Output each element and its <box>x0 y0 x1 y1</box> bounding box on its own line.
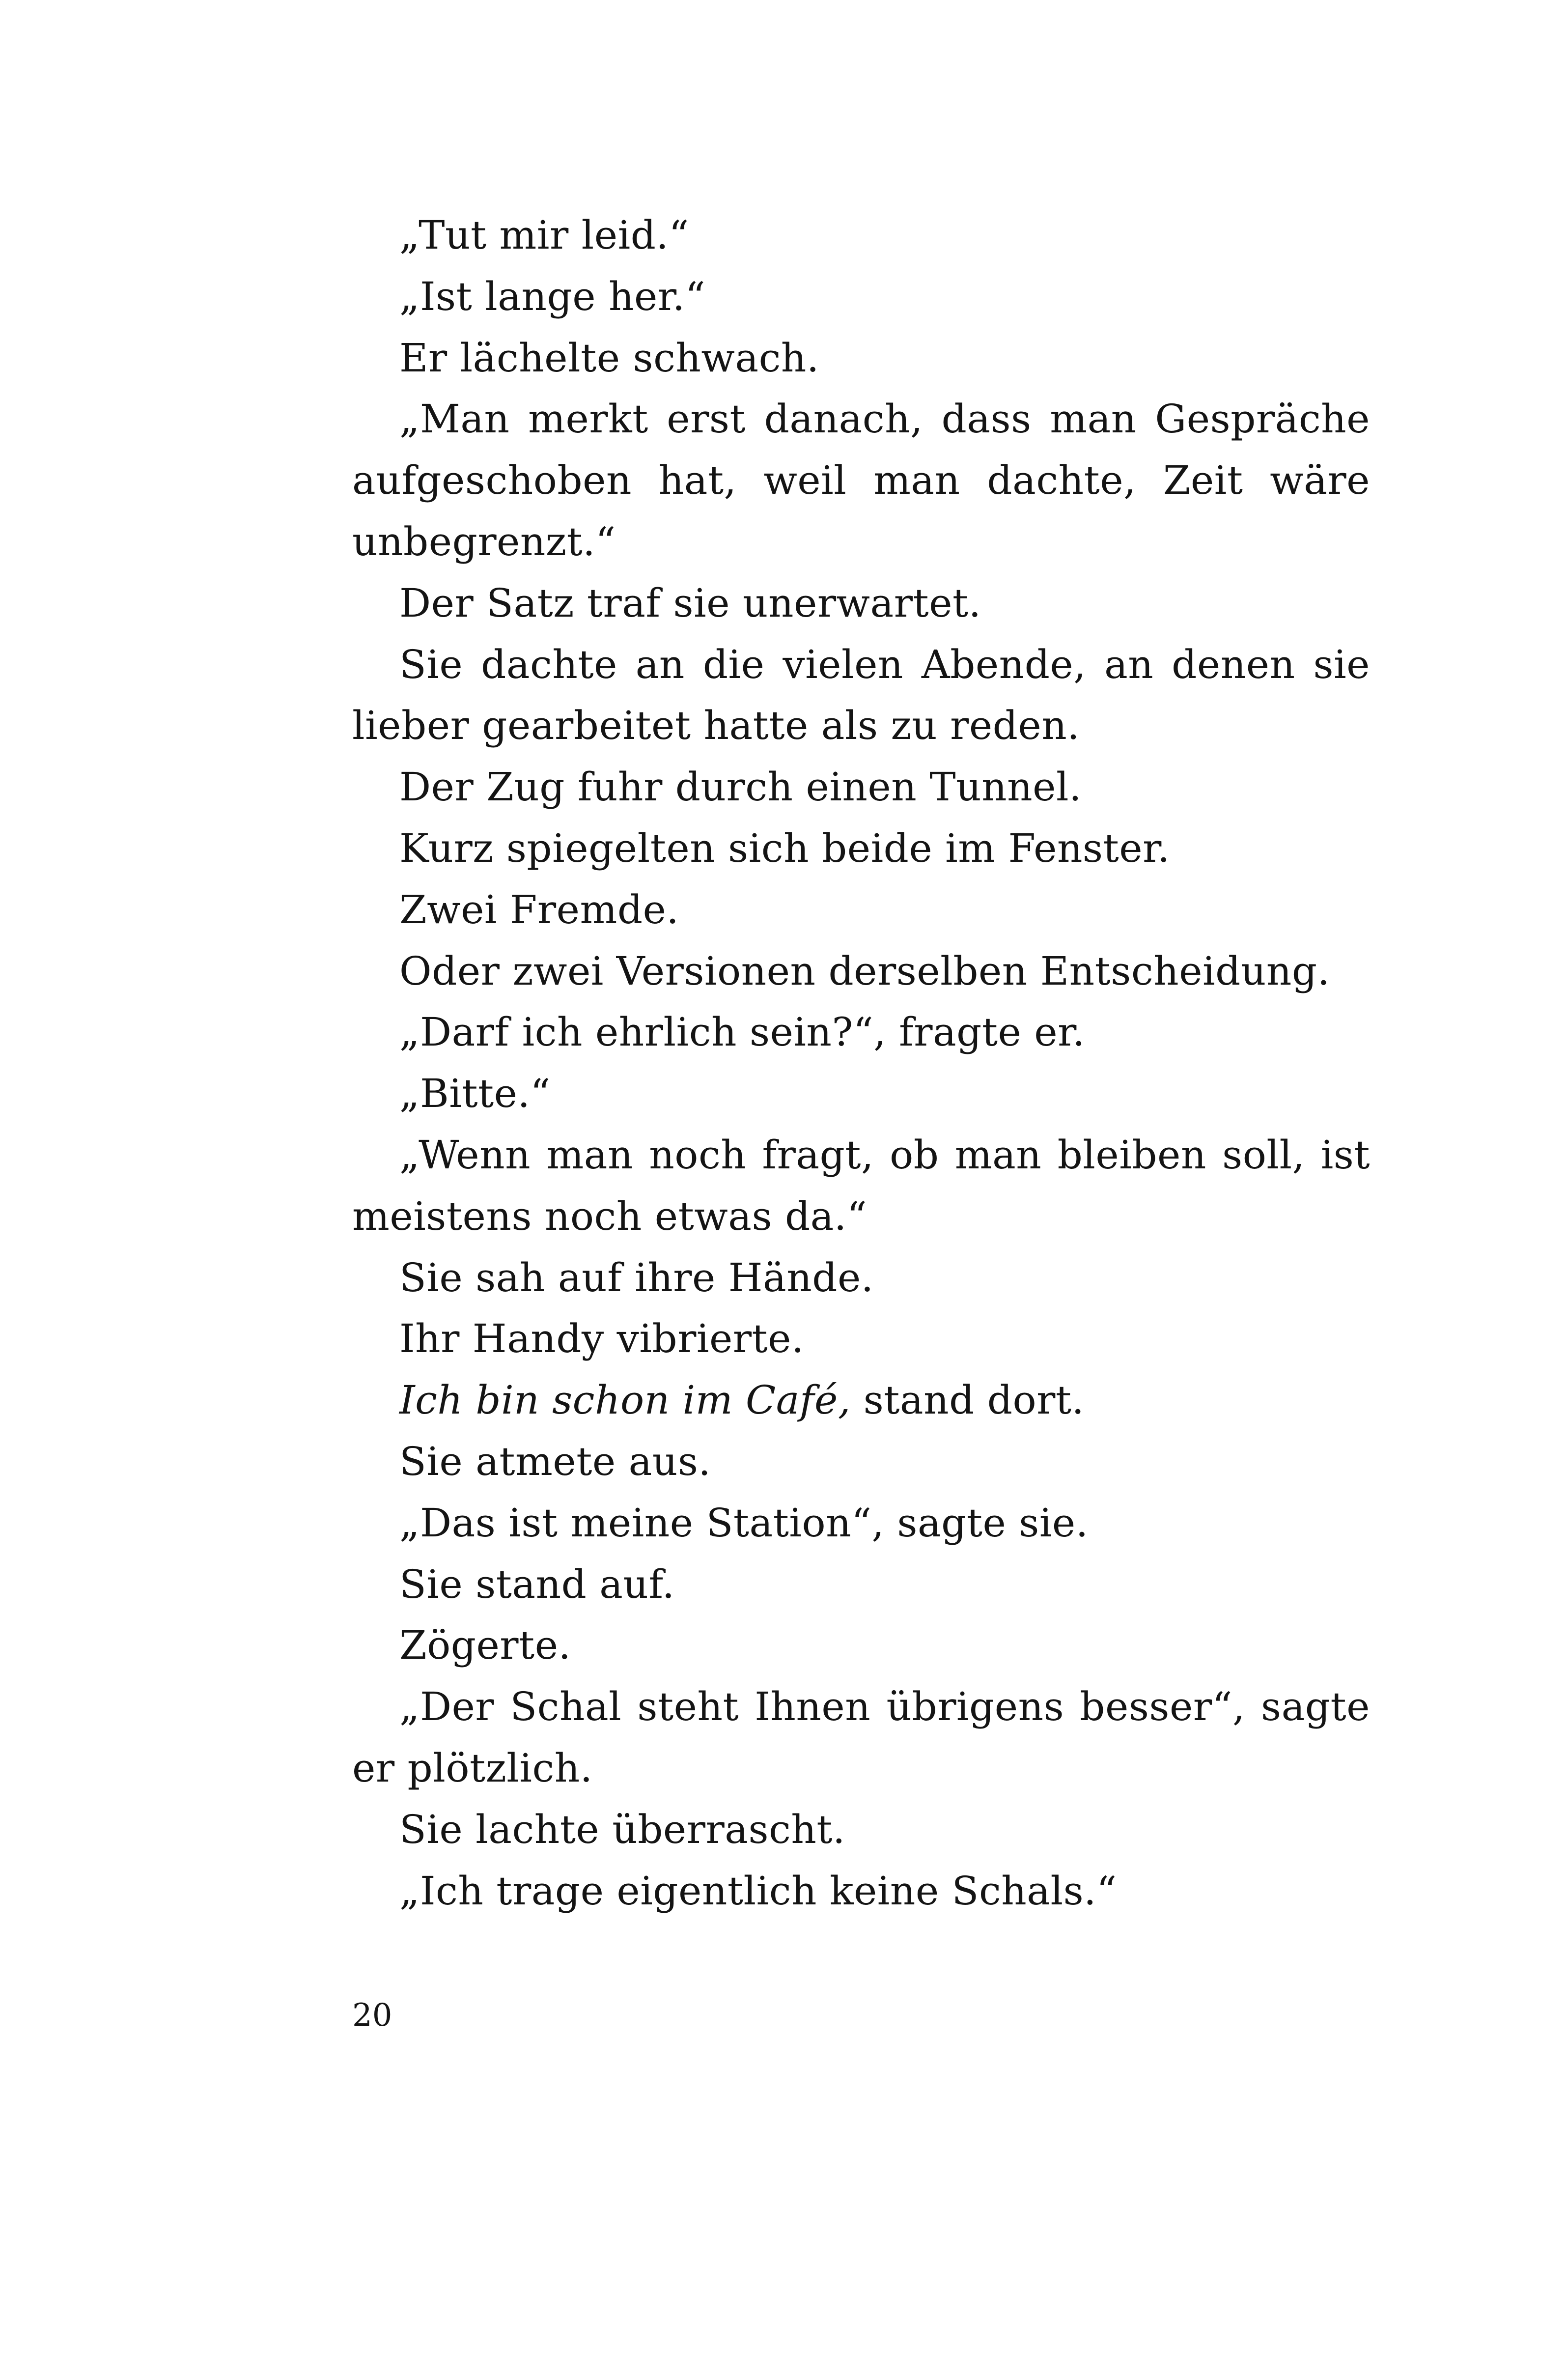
paragraph: Sie stand auf. <box>399 1561 675 1607</box>
paragraph: Sie lachte überrascht. <box>399 1806 845 1852</box>
page-number: 20 <box>352 1997 392 2034</box>
italic-phrase: Ich bin schon im Café, <box>399 1377 851 1423</box>
paragraph: „Ich trage eigentlich keine Schals.“ <box>399 1868 1117 1914</box>
paragraph: „Ist lange her.“ <box>399 273 706 319</box>
paragraph-rest: stand dort. <box>850 1377 1085 1423</box>
paragraph: „Tut mir leid.“ <box>399 212 689 258</box>
paragraph: Zögerte. <box>399 1622 571 1669</box>
paragraph: Der Zug fuhr durch einen Tunnel. <box>399 764 1082 810</box>
paragraph: Sie sah auf ihre Hände. <box>399 1254 874 1301</box>
paragraph: Sie dachte an die vielen Abende, an denen sie lieber gearbeitet hatte als zu reden. <box>352 641 1370 749</box>
paragraph: „Bitte.“ <box>399 1071 551 1117</box>
paragraph: „Wenn man noch fragt, ob man bleiben soll, ist meistens noch etwas da.“ <box>352 1132 1370 1239</box>
paragraph: Sie atmete aus. <box>399 1438 711 1484</box>
paragraph: „Das ist meine Station“, sagte sie. <box>399 1500 1089 1546</box>
paragraph: Ihr Handy vibrierte. <box>399 1316 804 1362</box>
paragraph: Oder zwei Versionen derselben Entscheidung. <box>399 948 1330 994</box>
paragraph-with-italic <box>352 1370 1370 1431</box>
paragraph: Kurz spiegelten sich beide im Fenster. <box>399 825 1170 871</box>
paragraph: Zwei Fremde. <box>399 886 679 933</box>
paragraph: Er lächelte schwach. <box>399 335 819 381</box>
paragraph: „Man merkt erst danach, dass man Gespräche aufgeschoben hat, weil man dachte, Zeit wäre unbegrenzt.“ <box>352 396 1370 565</box>
paragraph: „Darf ich ehrlich sein?“, fragte er. <box>399 1009 1086 1055</box>
paragraph: Der Satz traf sie unerwartet. <box>399 580 981 626</box>
paragraph: „Der Schal steht Ihnen übrigens besser“, sagte er plötzlich. <box>352 1684 1370 1791</box>
body-text <box>352 205 1370 1922</box>
